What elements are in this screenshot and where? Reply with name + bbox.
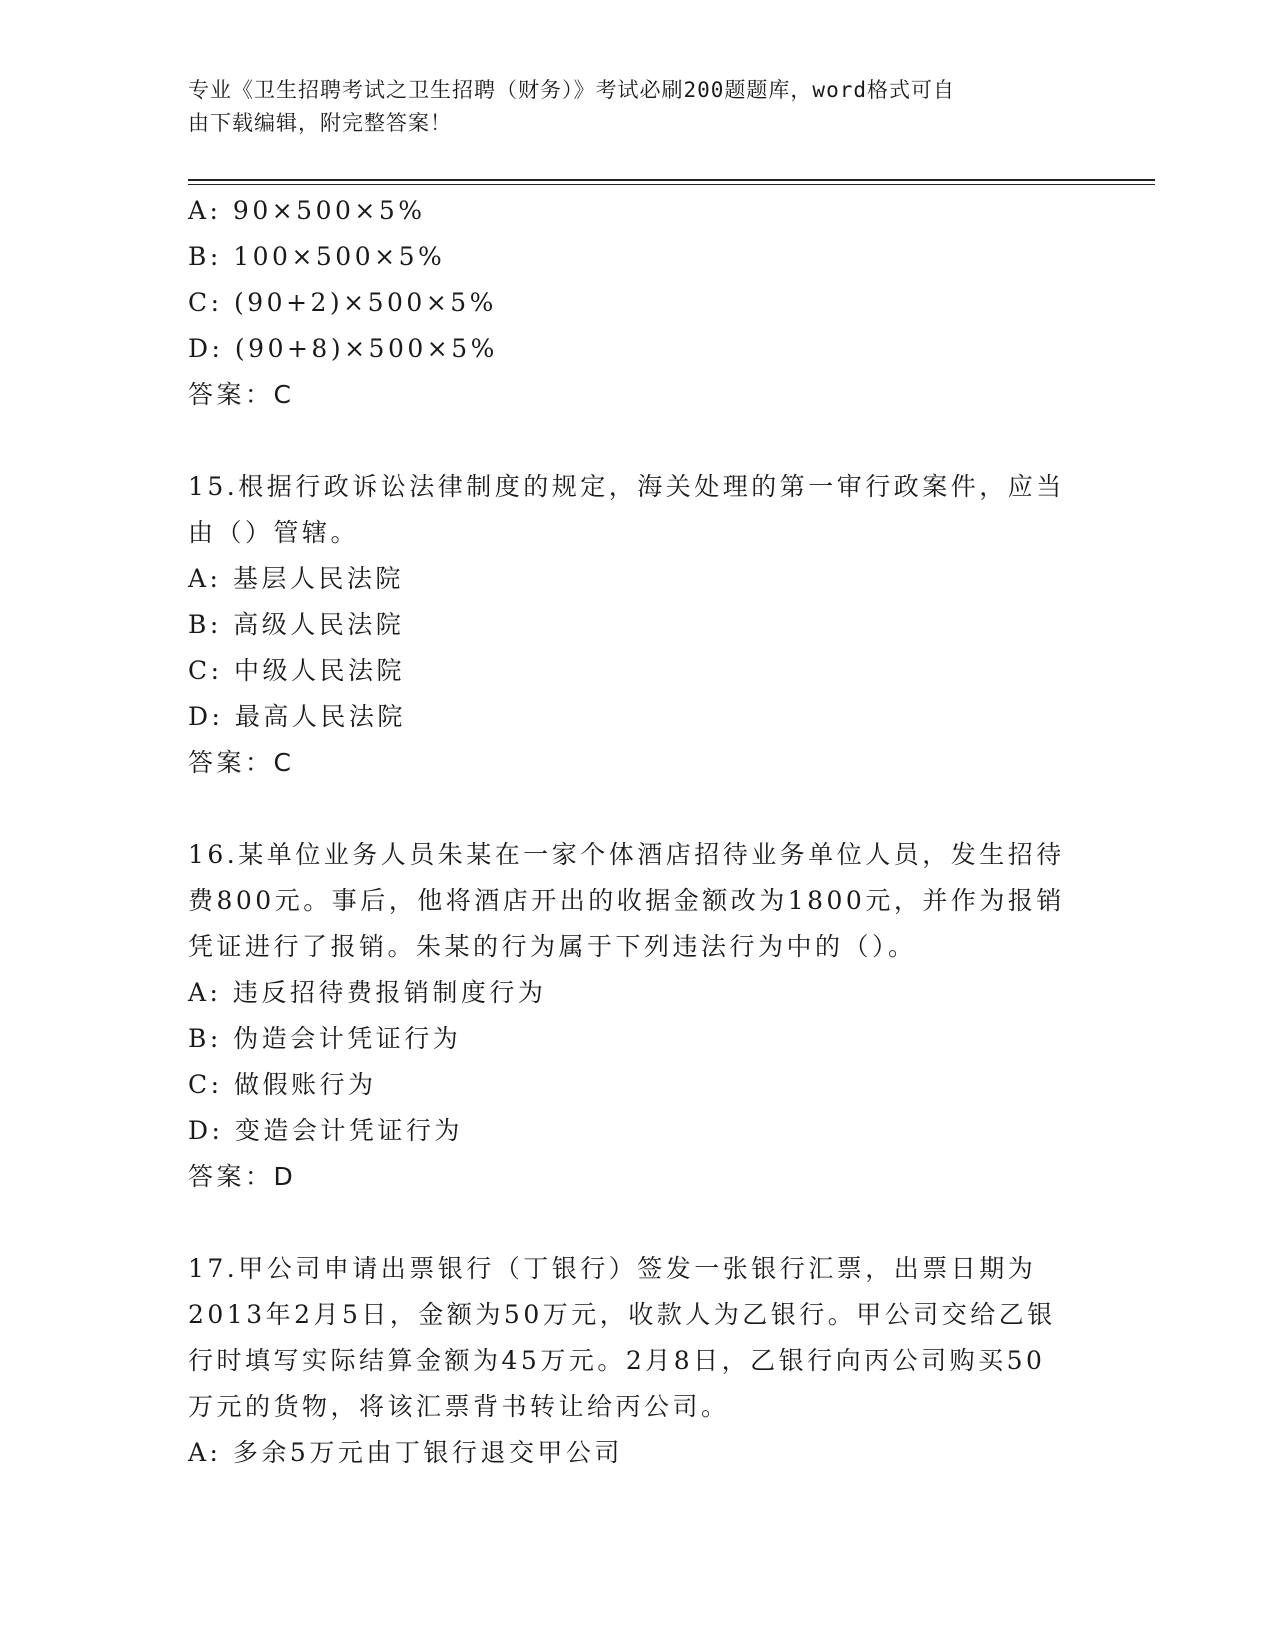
option-d: D: (90+8)×500×5% [188,334,498,363]
option-a: A: 多余5万元由丁银行退交甲公司 [188,1438,623,1467]
option-b: B: 100×500×5% [188,242,446,271]
question-stem [188,464,1088,556]
header-divider-thin [188,184,1155,185]
question-stem [188,832,1088,970]
stem-line: 由（）管辖。 [188,518,360,547]
stem-line: 17.甲公司申请出票银行（丁银行）签发一张银行汇票，出票日期为 [188,1254,1037,1283]
option-a: A: 违反招待费报销制度行为 [188,978,547,1007]
option-b: B: 高级人民法院 [188,610,405,639]
question-stem [188,1246,1088,1430]
answer: 答案：C [188,748,295,777]
stem-line: 行时填写实际结算金额为45万元。2月8日，乙银行向丙公司购买50 [188,1346,1046,1375]
stem-line: 万元的货物，将该汇票背书转让给丙公司。 [188,1392,730,1421]
option-c: C: 中级人民法院 [188,656,405,685]
question-16 [188,832,1088,1200]
question-14 [188,188,1088,418]
stem-line: 2013年2月5日，金额为50万元，收款人为乙银行。甲公司交给乙银 [188,1300,1056,1329]
header-divider-thick [188,179,1155,181]
answer: 答案：D [188,1162,297,1191]
option-a: A: 基层人民法院 [188,564,404,593]
stem-line: 凭证进行了报销。朱某的行为属于下列违法行为中的（）。 [188,932,917,961]
header-line-1: 专业《卫生招聘考试之卫生招聘（财务）》考试必刷200题题库，word格式可自 [188,78,955,102]
stem-line: 费800元。事后，他将酒店开出的收据金额改为1800元，并作为报销 [188,886,1065,915]
header-line-2: 由下载编辑，附完整答案！ [188,111,452,135]
question-17 [188,1246,1088,1476]
stem-line: 15.根据行政诉讼法律制度的规定，海关处理的第一审行政案件，应当 [188,472,1065,501]
option-a: A: 90×500×5% [188,196,426,225]
option-c: C: (90+2)×500×5% [188,288,497,317]
option-b: B: 伪造会计凭证行为 [188,1024,462,1053]
option-c: C: 做假账行为 [188,1070,377,1099]
option-d: D: 变造会计凭证行为 [188,1116,463,1145]
answer: 答案：C [188,380,295,409]
stem-line: 16.某单位业务人员朱某在一家个体酒店招待业务单位人员，发生招待 [188,840,1065,869]
document-header [188,74,1068,140]
option-d: D: 最高人民法院 [188,702,406,731]
question-content [188,188,1088,1476]
question-15 [188,464,1088,786]
